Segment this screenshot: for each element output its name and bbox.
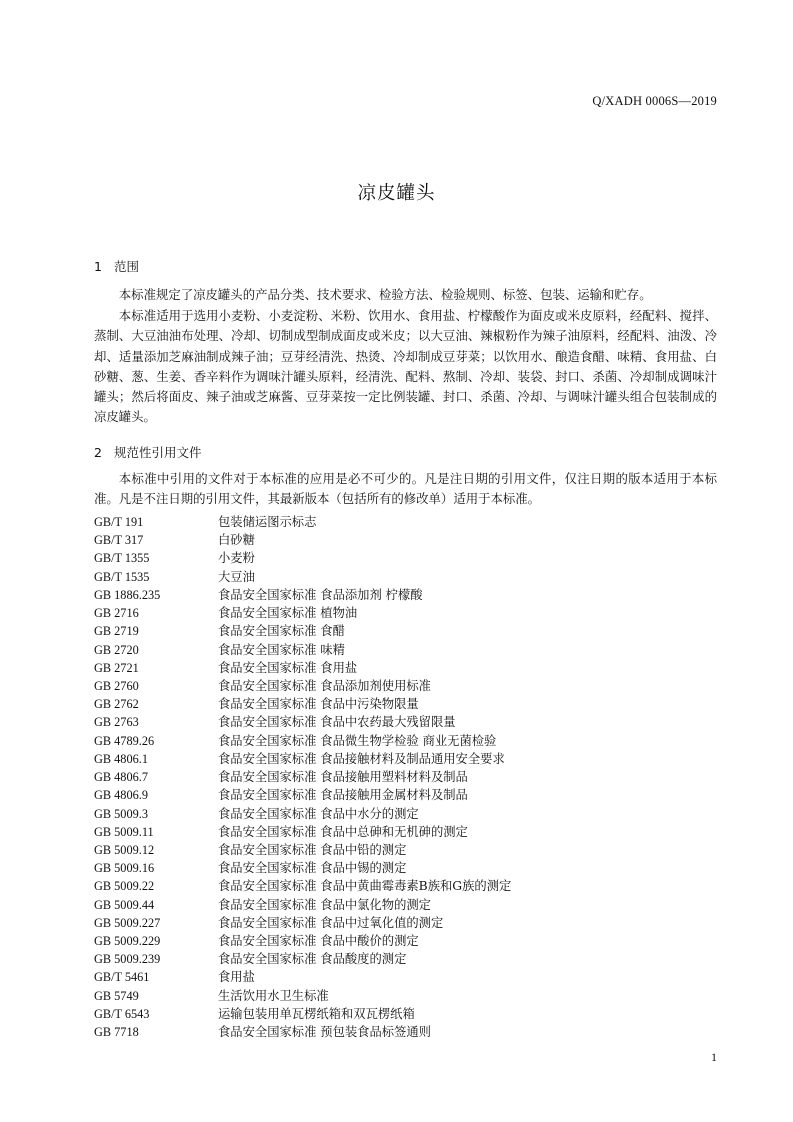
reference-code: GB/T 1355 <box>94 551 150 566</box>
reference-title: 食品安全国家标准 食用盐 <box>218 660 358 675</box>
reference-row <box>94 677 717 695</box>
reference-title: 食品安全国家标准 食品接触用金属材料及制品 <box>218 788 468 803</box>
reference-title: 食品安全国家标准 食醋 <box>218 624 345 639</box>
reference-code: GB 5009.229 <box>94 934 161 949</box>
reference-title: 食品安全国家标准 食品添加剂使用标准 <box>218 678 431 693</box>
reference-row <box>94 932 717 950</box>
reference-code: GB/T 1535 <box>94 569 150 584</box>
reference-row <box>94 641 717 659</box>
section-number: 1 <box>94 259 102 274</box>
reference-code: GB 2763 <box>94 715 139 730</box>
reference-row <box>94 659 717 677</box>
reference-title: 运输包装用单瓦楞纸箱和双瓦楞纸箱 <box>218 1006 415 1021</box>
reference-list <box>94 513 717 1041</box>
reference-title: 食品安全国家标准 食品接触用塑料材料及制品 <box>218 770 468 785</box>
section-title: 范围 <box>114 259 140 274</box>
reference-title: 食品安全国家标准 食品中水分的测定 <box>218 806 419 821</box>
reference-row <box>94 568 717 586</box>
reference-code: GB 4806.9 <box>94 788 148 803</box>
reference-row <box>94 768 717 786</box>
reference-row <box>94 750 717 768</box>
reference-title: 食品安全国家标准 食品中农药最大残留限量 <box>218 715 456 730</box>
reference-row <box>94 877 717 895</box>
reference-row <box>94 622 717 640</box>
reference-row <box>94 805 717 823</box>
reference-row <box>94 786 717 804</box>
reference-title: 食品安全国家标准 食品中污染物限量 <box>218 697 419 712</box>
reference-title: 食品安全国家标准 预包装食品标签通则 <box>218 1025 431 1040</box>
reference-row <box>94 604 717 622</box>
reference-code: GB/T 317 <box>94 533 144 548</box>
reference-code: GB/T 6543 <box>94 1006 150 1021</box>
reference-row <box>94 859 717 877</box>
reference-title: 食用盐 <box>218 970 255 985</box>
reference-row <box>94 531 717 549</box>
reference-title: 生活饮用水卫生标准 <box>218 988 329 1003</box>
section-title: 规范性引用文件 <box>114 445 202 460</box>
paragraph: 本标准规定了凉皮罐头的产品分类、技术要求、检验方法、检验规则、标签、包装、运输和贮存。 <box>118 287 652 302</box>
paragraph: 本标准中引用的文件对于本标准的应用是必不可少的。凡是注日期的引用文件，仅注日期的版本适用于本标准。凡是不注日期的引用文件，其最新版本（包括所有的修改单）适用于本标准。 <box>94 471 717 507</box>
reference-title: 食品安全国家标准 食品中总砷和无机砷的测定 <box>218 824 468 839</box>
reference-title: 食品安全国家标准 食品酸度的测定 <box>218 952 407 967</box>
reference-title: 食品安全国家标准 食品中黄曲霉毒素B族和G族的测定 <box>218 879 512 894</box>
reference-code: GB/T 5461 <box>94 970 150 985</box>
page-number: 1 <box>711 1050 717 1064</box>
reference-code: GB 2762 <box>94 697 139 712</box>
reference-row <box>94 841 717 859</box>
reference-title: 包装储运图示标志 <box>218 515 317 529</box>
reference-row <box>94 950 717 968</box>
reference-code: GB/T 191 <box>94 515 144 529</box>
reference-title: 食品安全国家标准 食品中过氧化值的测定 <box>218 915 444 930</box>
reference-code: GB 5009.227 <box>94 915 161 930</box>
reference-row <box>94 549 717 567</box>
reference-title: 食品安全国家标准 食品中氯化物的测定 <box>218 897 431 912</box>
reference-code: GB 4789.26 <box>94 733 155 748</box>
reference-code: GB 5009.3 <box>94 806 148 821</box>
standard-code: Q/XADH 0006S—2019 <box>592 94 717 108</box>
reference-row <box>94 914 717 932</box>
reference-code: GB 1886.235 <box>94 587 161 602</box>
reference-code: GB 5009.12 <box>94 842 155 857</box>
reference-code: GB 5749 <box>94 988 139 1003</box>
reference-title: 食品安全国家标准 植物油 <box>218 606 358 621</box>
reference-row <box>94 713 717 731</box>
reference-row <box>94 987 717 1005</box>
reference-code: GB 7718 <box>94 1025 139 1040</box>
reference-code: GB 5009.44 <box>94 897 155 912</box>
reference-title: 食品安全国家标准 食品中铅的测定 <box>218 842 407 857</box>
reference-row <box>94 1005 717 1023</box>
reference-row <box>94 896 717 914</box>
reference-title: 食品安全国家标准 食品中锡的测定 <box>218 861 407 876</box>
reference-code: GB 5009.11 <box>94 824 154 839</box>
reference-code: GB 2720 <box>94 642 139 657</box>
reference-row <box>94 968 717 986</box>
reference-code: GB 5009.239 <box>94 952 161 967</box>
section-heading-normative-references <box>94 443 202 461</box>
reference-code: GB 2716 <box>94 606 139 621</box>
reference-title: 小麦粉 <box>218 551 255 566</box>
reference-title: 大豆油 <box>218 569 255 584</box>
reference-code: GB 4806.7 <box>94 770 148 785</box>
reference-code: GB 5009.22 <box>94 879 155 894</box>
reference-row <box>94 823 717 841</box>
reference-title: 食品安全国家标准 食品接触材料及制品通用安全要求 <box>218 751 505 766</box>
reference-row <box>94 1023 717 1041</box>
reference-title: 食品安全国家标准 味精 <box>218 642 345 657</box>
reference-title: 白砂糖 <box>218 533 255 548</box>
document-title: 凉皮罐头 <box>357 183 436 204</box>
reference-row <box>94 732 717 750</box>
reference-code: GB 2760 <box>94 678 139 693</box>
reference-title: 食品安全国家标准 食品微生物学检验 商业无菌检验 <box>218 733 497 748</box>
reference-code: GB 2721 <box>94 660 139 675</box>
reference-row <box>94 513 717 531</box>
reference-row <box>94 695 717 713</box>
reference-code: GB 4806.1 <box>94 751 148 766</box>
paragraph: 本标准适用于选用小麦粉、小麦淀粉、米粉、饮用水、食用盐、柠檬酸作为面皮或米皮原料，经配料、搅拌、蒸制、大豆油油布处理、冷却、切制成型制成面皮或米皮；以大豆油、辣椒粉作为辣子油原料，经配料、油泼、冷却、适量添加芝麻油制成辣子油；豆芽经清洗、热烫、冷却制成豆芽菜；以饮用水、酿造食醋、味精、食用盐、白砂糖、葱、生姜、香辛料作为调味汁罐头原料，经清洗、配料、熬制、冷却、装袋、封口、杀菌、冷却制成调味汁罐头；然后将面皮、辣子油或芝麻酱、豆芽菜按一定比例装罐、封口、杀菌、冷却、与调味汁罐头组合包装制成的凉皮罐头。 <box>94 308 717 425</box>
reference-title: 食品安全国家标准 食品中酸价的测定 <box>218 934 419 949</box>
section-number: 2 <box>94 445 102 460</box>
reference-title: 食品安全国家标准 食品添加剂 柠檬酸 <box>218 587 423 602</box>
section-heading-scope <box>94 257 139 275</box>
reference-row <box>94 586 717 604</box>
reference-code: GB 5009.16 <box>94 861 155 876</box>
reference-code: GB 2719 <box>94 624 139 639</box>
